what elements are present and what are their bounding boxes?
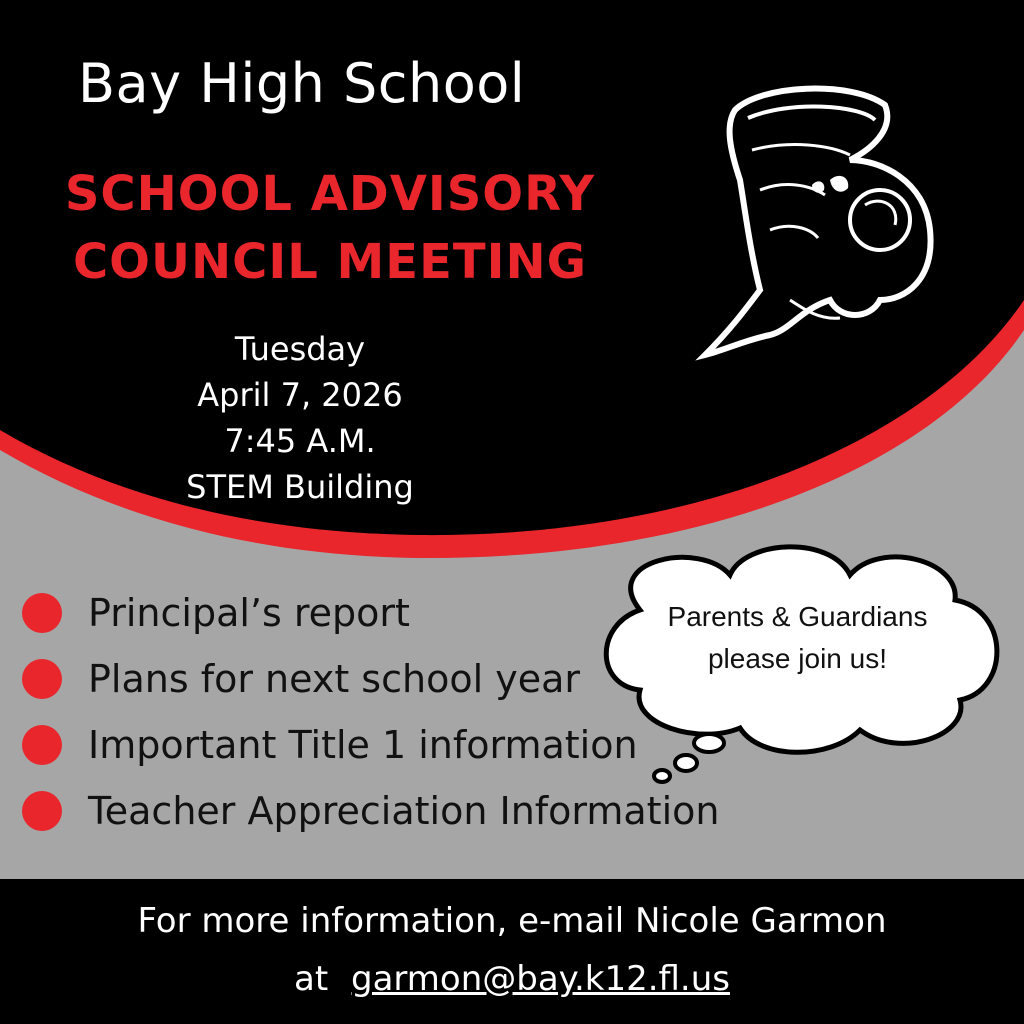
agenda-list bbox=[22, 580, 719, 844]
agenda-item-label: Principal’s report bbox=[88, 591, 410, 635]
meeting-day: Tuesday bbox=[234, 330, 366, 368]
footer-email-line bbox=[0, 959, 1024, 999]
meeting-details bbox=[150, 326, 450, 510]
red-dot-bullet bbox=[22, 659, 62, 699]
footer-contact-line: For more information, e-mail Nicole Garmon bbox=[137, 901, 887, 941]
list-item bbox=[22, 778, 719, 844]
agenda-item-label: Teacher Appreciation Information bbox=[88, 789, 720, 833]
meeting-title-line2: COUNCIL MEETING bbox=[72, 234, 588, 290]
bubble-line1: Parents & Guardians bbox=[667, 601, 928, 632]
meeting-location: STEM Building bbox=[186, 468, 414, 506]
agenda-item-label: Plans for next school year bbox=[88, 657, 580, 701]
footer bbox=[0, 879, 1024, 1024]
school-name: Bay High School bbox=[78, 52, 526, 115]
red-dot-bullet bbox=[22, 593, 62, 633]
list-item bbox=[22, 646, 719, 712]
red-dot-bullet bbox=[22, 725, 62, 765]
red-dot-bullet bbox=[22, 791, 62, 831]
agenda-item-label: Important Title 1 information bbox=[88, 723, 638, 767]
bubble-line2: please join us! bbox=[707, 643, 887, 674]
list-item bbox=[22, 712, 719, 778]
meeting-time: 7:45 A.M. bbox=[224, 422, 376, 460]
meeting-date: April 7, 2026 bbox=[197, 376, 403, 414]
list-item bbox=[22, 580, 719, 646]
meeting-title-line1: SCHOOL ADVISORY bbox=[64, 166, 596, 222]
email-link[interactable]: garmon@bay.k12.fl.us bbox=[350, 959, 730, 999]
footer-at-label: at bbox=[294, 959, 329, 999]
meeting-title bbox=[30, 160, 630, 296]
bubble-text bbox=[625, 596, 970, 680]
